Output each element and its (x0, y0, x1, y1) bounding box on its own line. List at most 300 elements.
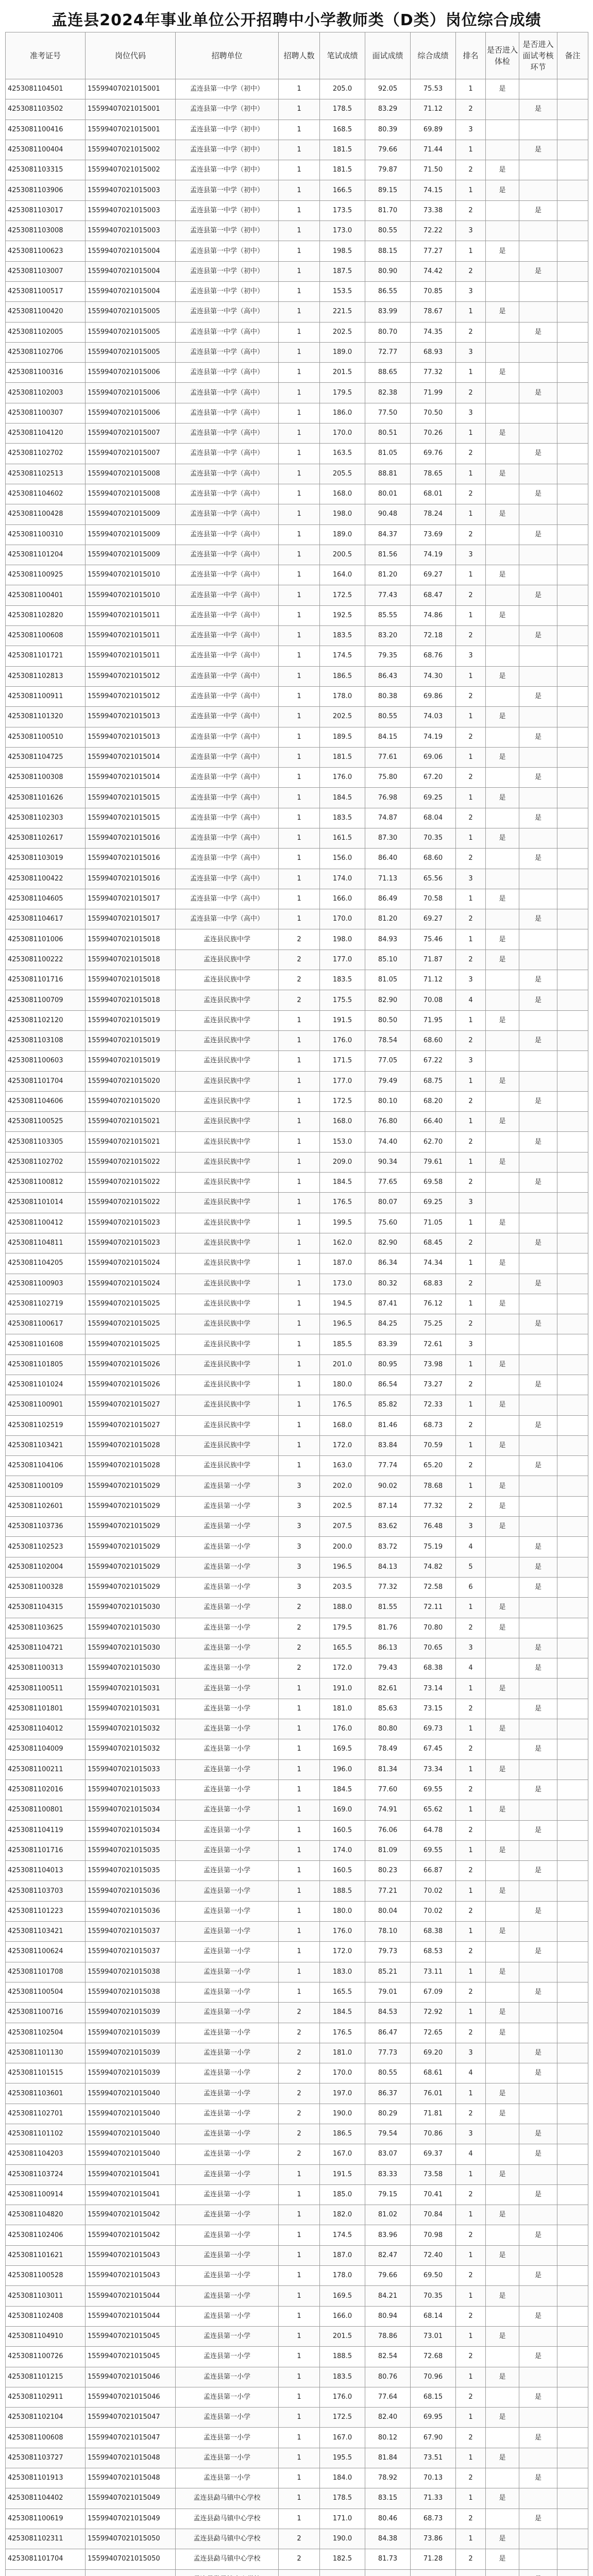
cell-exam-no: 4253081104402 (6, 2488, 86, 2509)
cell-exam-no: 4253081100307 (6, 403, 86, 423)
cell-written-score: 174.0 (320, 1840, 365, 1860)
cell-post-code: 15599407021015029 (86, 1517, 176, 1537)
cell-rank: 1 (456, 241, 486, 261)
table-row (6, 1476, 588, 1496)
cell-interview-assessment: 是 (519, 2468, 557, 2488)
table-row (6, 1071, 588, 1091)
table-row (6, 302, 588, 322)
cell-interview-assessment: 是 (519, 2063, 557, 2083)
table-row (6, 524, 588, 545)
table-row (6, 585, 588, 605)
cell-written-score: 209.0 (320, 1152, 365, 1172)
cell-employer: 孟连县第一小学 (176, 1658, 279, 1679)
table-row (6, 2286, 588, 2306)
cell-interview-assessment: 是 (519, 1537, 557, 1557)
cell-medical-exam (486, 140, 519, 160)
cell-written-score: 172.0 (320, 1435, 365, 1455)
cell-total-score: 68.15 (411, 2387, 456, 2407)
cell-exam-no: 4253081103601 (6, 2083, 86, 2104)
cell-medical-exam (486, 1456, 519, 1476)
cell-written-score: 186.5 (320, 666, 365, 686)
cell-exam-no: 4253081100801 (6, 1800, 86, 1820)
cell-written-score: 198.5 (320, 241, 365, 261)
cell-employer: 孟连县民族中学 (176, 1112, 279, 1132)
cell-interview-score: 88.81 (365, 464, 411, 484)
cell-employer: 孟连县第一中学（高中） (176, 788, 279, 808)
cell-post-code: 15599407021015048 (86, 2448, 176, 2468)
cell-post-code: 15599407021015019 (86, 1051, 176, 1071)
cell-hire-count: 1 (279, 747, 320, 767)
table-row (6, 2266, 588, 2286)
cell-interview-assessment (519, 1354, 557, 1375)
cell-hire-count: 1 (279, 504, 320, 524)
cell-remarks (557, 2428, 588, 2448)
cell-remarks (557, 99, 588, 120)
cell-written-score: 176.5 (320, 1193, 365, 1213)
cell-exam-no: 4253081100412 (6, 1213, 86, 1233)
cell-post-code: 15599407021015047 (86, 2408, 176, 2428)
cell-interview-score: 85.82 (365, 1395, 411, 1415)
cell-interview-assessment: 是 (519, 2124, 557, 2144)
cell-exam-no: 4253081100603 (6, 1051, 86, 1071)
cell-medical-exam (486, 1638, 519, 1658)
table-row (6, 2569, 588, 2576)
cell-interview-score: 84.93 (365, 929, 411, 950)
cell-written-score: 172.0 (320, 1942, 365, 1962)
cell-hire-count: 1 (279, 1253, 320, 1274)
cell-hire-count: 1 (279, 1193, 320, 1213)
cell-post-code: 15599407021015026 (86, 1354, 176, 1375)
cell-exam-no: 4253081100617 (6, 1314, 86, 1334)
cell-post-code: 15599407021015005 (86, 302, 176, 322)
cell-interview-score: 77.73 (365, 2043, 411, 2063)
cell-total-score: 68.61 (411, 2063, 456, 2083)
cell-total-score (411, 2569, 456, 2576)
cell-hire-count: 1 (279, 869, 320, 889)
cell-written-score: 179.5 (320, 1618, 365, 1638)
cell-hire-count: 1 (279, 1314, 320, 1334)
cell-remarks (557, 565, 588, 585)
table-row (6, 1618, 588, 1638)
cell-post-code: 15599407021015017 (86, 909, 176, 929)
cell-rank: 2 (456, 2104, 486, 2124)
cell-hire-count: 2 (279, 929, 320, 950)
cell-rank: 1 (456, 2164, 486, 2184)
cell-total-score: 73.58 (411, 2164, 456, 2184)
cell-medical-exam: 是 (486, 241, 519, 261)
cell-medical-exam: 是 (486, 1962, 519, 1982)
cell-post-code: 15599407021015040 (86, 2144, 176, 2164)
cell-employer: 孟连县第一小学 (176, 2063, 279, 2083)
cell-hire-count: 1 (279, 1294, 320, 1314)
cell-total-score: 68.73 (411, 1415, 456, 1435)
cell-rank: 1 (456, 1759, 486, 1780)
cell-exam-no: 4253081100211 (6, 1759, 86, 1780)
cell-medical-exam: 是 (486, 2104, 519, 2124)
cell-exam-no: 4253081100416 (6, 120, 86, 140)
table-row (6, 1598, 588, 1618)
table-row (6, 1395, 588, 1415)
cell-medical-exam (486, 970, 519, 990)
cell-exam-no: 4253081101204 (6, 545, 86, 565)
cell-post-code: 15599407021015048 (86, 2468, 176, 2488)
cell-written-score: 174.0 (320, 869, 365, 889)
table-row (6, 1942, 588, 1962)
cell-exam-no: 4253081101608 (6, 1334, 86, 1354)
cell-interview-assessment: 是 (519, 2225, 557, 2245)
table-row (6, 1415, 588, 1435)
cell-hire-count: 2 (279, 1658, 320, 1679)
cell-rank: 2 (456, 1456, 486, 1476)
cell-interview-assessment (519, 2408, 557, 2428)
header-interview-score: 面试成绩 (365, 32, 411, 79)
cell-interview-assessment (519, 342, 557, 362)
cell-medical-exam: 是 (486, 1435, 519, 1455)
cell-employer: 孟连县第一中学（高中） (176, 524, 279, 545)
table-row (6, 383, 588, 403)
cell-interview-assessment: 是 (519, 1699, 557, 1719)
cell-rank: 2 (456, 383, 486, 403)
cell-employer: 孟连县第一小学 (176, 2286, 279, 2306)
cell-interview-assessment (519, 545, 557, 565)
cell-interview-score: 74.87 (365, 808, 411, 828)
table-row (6, 1861, 588, 1881)
cell-medical-exam: 是 (486, 423, 519, 444)
cell-interview-score: 78.92 (365, 2468, 411, 2488)
cell-remarks (557, 1922, 588, 1942)
table-row (6, 2428, 588, 2448)
cell-hire-count: 1 (279, 464, 320, 484)
cell-post-code: 15599407021015039 (86, 2003, 176, 2023)
cell-rank: 2 (456, 686, 486, 706)
cell-rank: 2 (456, 2509, 486, 2529)
cell-post-code: 15599407021015018 (86, 970, 176, 990)
cell-remarks (557, 1354, 588, 1375)
cell-interview-score: 84.53 (365, 2003, 411, 2023)
cell-remarks (557, 423, 588, 444)
cell-post-code: 15599407021015049 (86, 2488, 176, 2509)
cell-rank: 1 (456, 2286, 486, 2306)
cell-remarks (557, 2184, 588, 2205)
cell-total-score: 75.19 (411, 1537, 456, 1557)
cell-exam-no: 4253081100608 (6, 626, 86, 646)
cell-rank: 1 (456, 1152, 486, 1172)
cell-written-score: 175.5 (320, 990, 365, 1010)
cell-total-score: 74.42 (411, 261, 456, 281)
table-row (6, 970, 588, 990)
cell-employer: 孟连县民族中学 (176, 1213, 279, 1233)
cell-hire-count: 1 (279, 727, 320, 747)
cell-rank: 1 (456, 1800, 486, 1820)
cell-medical-exam (486, 444, 519, 464)
cell-remarks (557, 646, 588, 666)
cell-interview-assessment (519, 403, 557, 423)
cell-rank: 1 (456, 666, 486, 686)
cell-rank: 2 (456, 1861, 486, 1881)
cell-written-score: 190.0 (320, 2529, 365, 2549)
cell-interview-score: 88.15 (365, 241, 411, 261)
cell-written-score: 189.0 (320, 342, 365, 362)
cell-total-score: 72.22 (411, 221, 456, 241)
cell-post-code: 15599407021015037 (86, 1942, 176, 1962)
table-row (6, 2488, 588, 2509)
cell-total-score: 69.95 (411, 2408, 456, 2428)
cell-interview-score: 85.10 (365, 950, 411, 970)
cell-interview-score: 83.62 (365, 1517, 411, 1537)
cell-interview-score: 80.39 (365, 120, 411, 140)
cell-employer: 孟连县第一小学 (176, 1881, 279, 1901)
cell-remarks (557, 2164, 588, 2184)
cell-remarks (557, 2286, 588, 2306)
cell-hire-count: 2 (279, 2144, 320, 2164)
table-row (6, 1679, 588, 1699)
cell-employer: 孟连县第一中学（高中） (176, 444, 279, 464)
cell-interview-score: 77.60 (365, 1780, 411, 1800)
table-row (6, 200, 588, 221)
cell-remarks (557, 626, 588, 646)
cell-hire-count: 1 (279, 200, 320, 221)
cell-remarks (557, 808, 588, 828)
cell-total-score: 73.51 (411, 2448, 456, 2468)
cell-exam-no: 4253081100528 (6, 2266, 86, 2286)
table-row (6, 950, 588, 970)
cell-total-score: 68.60 (411, 1030, 456, 1050)
cell-interview-score: 86.49 (365, 889, 411, 909)
cell-exam-no: 4253081100901 (6, 1395, 86, 1415)
cell-hire-count: 1 (279, 1071, 320, 1091)
cell-hire-count: 1 (279, 2266, 320, 2286)
cell-rank: 1 (456, 2367, 486, 2387)
header-medical-exam: 是否进入体检 (486, 32, 519, 79)
cell-remarks (557, 970, 588, 990)
cell-interview-score: 80.38 (365, 686, 411, 706)
cell-total-score: 71.50 (411, 160, 456, 180)
table-row (6, 2083, 588, 2104)
cell-employer: 孟连县第一中学（高中） (176, 363, 279, 383)
cell-written-score: 176.0 (320, 2387, 365, 2407)
cell-total-score: 68.47 (411, 585, 456, 605)
cell-interview-score: 80.95 (365, 1354, 411, 1375)
cell-rank: 1 (456, 565, 486, 585)
cell-interview-assessment (519, 2367, 557, 2387)
cell-post-code: 15599407021015002 (86, 140, 176, 160)
cell-interview-assessment: 是 (519, 1820, 557, 1840)
cell-exam-no: 4253081100308 (6, 768, 86, 788)
cell-employer: 孟连县第一中学（高中） (176, 423, 279, 444)
cell-medical-exam (486, 1233, 519, 1253)
cell-rank: 3 (456, 120, 486, 140)
cell-post-code: 15599407021015025 (86, 1314, 176, 1334)
cell-hire-count: 1 (279, 383, 320, 403)
cell-interview-assessment (519, 1881, 557, 1901)
cell-written-score: 172.5 (320, 585, 365, 605)
cell-remarks (557, 1861, 588, 1881)
table-row (6, 1922, 588, 1942)
cell-remarks (557, 302, 588, 322)
cell-total-score: 69.55 (411, 1840, 456, 1860)
cell-remarks (557, 768, 588, 788)
cell-interview-assessment (519, 2326, 557, 2346)
cell-rank: 2 (456, 1274, 486, 1294)
cell-employer: 孟连县民族中学 (176, 1456, 279, 1476)
cell-interview-score: 74.40 (365, 1132, 411, 1152)
cell-remarks (557, 1800, 588, 1820)
cell-post-code: 15599407021015014 (86, 747, 176, 767)
cell-remarks (557, 1051, 588, 1071)
cell-medical-exam (486, 200, 519, 221)
cell-exam-no: 4253081104910 (6, 2326, 86, 2346)
cell-employer: 孟连县第一小学 (176, 2184, 279, 2205)
table-row (6, 747, 588, 767)
cell-rank: 3 (456, 1193, 486, 1213)
table-row (6, 1233, 588, 1253)
cell-interview-score: 80.10 (365, 1091, 411, 1111)
cell-post-code: 15599407021015020 (86, 1071, 176, 1091)
table-row (6, 2347, 588, 2367)
cell-interview-score: 80.51 (365, 423, 411, 444)
cell-employer: 孟连县第一中学（高中） (176, 565, 279, 585)
cell-rank: 1 (456, 929, 486, 950)
cell-written-score: 176.5 (320, 2023, 365, 2043)
cell-rank: 1 (456, 2408, 486, 2428)
table-row (6, 545, 588, 565)
cell-rank: 1 (456, 788, 486, 808)
cell-total-score: 73.69 (411, 524, 456, 545)
cell-employer: 孟连县第一中学（高中） (176, 747, 279, 767)
cell-total-score: 65.56 (411, 869, 456, 889)
cell-medical-exam (486, 909, 519, 929)
cell-interview-assessment (519, 889, 557, 909)
cell-interview-score: 77.50 (365, 403, 411, 423)
cell-rank: 2 (456, 2266, 486, 2286)
cell-remarks (557, 2367, 588, 2387)
cell-hire-count: 1 (279, 1679, 320, 1699)
cell-rank: 2 (456, 1780, 486, 1800)
cell-hire-count: 2 (279, 2063, 320, 2083)
cell-employer: 孟连县第一小学 (176, 1759, 279, 1780)
cell-employer: 孟连县第一小学 (176, 2124, 279, 2144)
cell-interview-assessment: 是 (519, 2428, 557, 2448)
cell-employer: 孟连县第一小学 (176, 2205, 279, 2225)
table-row (6, 707, 588, 727)
cell-employer: 孟连县第一小学 (176, 2387, 279, 2407)
cell-employer: 孟连县第一中学（高中） (176, 322, 279, 342)
cell-interview-score: 80.12 (365, 2428, 411, 2448)
cell-interview-assessment: 是 (519, 1091, 557, 1111)
cell-hire-count: 2 (279, 950, 320, 970)
cell-interview-score: 82.40 (365, 2408, 411, 2428)
cell-employer: 孟连县第一中学（初中） (176, 200, 279, 221)
cell-hire-count: 1 (279, 605, 320, 625)
cell-written-score: 183.5 (320, 2367, 365, 2387)
table-row (6, 2448, 588, 2468)
cell-hire-count: 3 (279, 1517, 320, 1537)
cell-interview-assessment (519, 2104, 557, 2124)
cell-interview-assessment (519, 2083, 557, 2104)
cell-interview-score: 80.80 (365, 1719, 411, 1739)
cell-exam-no: 4253081104012 (6, 1719, 86, 1739)
cell-written-score: 171.0 (320, 2509, 365, 2529)
cell-interview-score: 79.73 (365, 1942, 411, 1962)
cell-post-code: 15599407021015037 (86, 1922, 176, 1942)
cell-interview-score: 83.33 (365, 2164, 411, 2184)
cell-exam-no: 4253081104820 (6, 2205, 86, 2225)
cell-interview-score: 78.86 (365, 2326, 411, 2346)
cell-medical-exam (486, 869, 519, 889)
cell-interview-assessment (519, 1294, 557, 1314)
cell-hire-count: 1 (279, 241, 320, 261)
cell-remarks (557, 889, 588, 909)
cell-interview-assessment (519, 1800, 557, 1820)
cell-rank: 2 (456, 524, 486, 545)
cell-total-score: 69.25 (411, 788, 456, 808)
cell-post-code: 15599407021015031 (86, 1699, 176, 1719)
cell-exam-no: 4253081100422 (6, 869, 86, 889)
cell-interview-score: 75.80 (365, 768, 411, 788)
cell-total-score: 79.61 (411, 1152, 456, 1172)
cell-total-score: 68.93 (411, 342, 456, 362)
cell-rank: 2 (456, 1314, 486, 1334)
cell-medical-exam (486, 1091, 519, 1111)
cell-total-score: 73.27 (411, 1375, 456, 1395)
cell-rank: 1 (456, 747, 486, 767)
cell-total-score: 76.12 (411, 1294, 456, 1314)
cell-post-code: 15599407021015032 (86, 1739, 176, 1759)
cell-interview-assessment (519, 2205, 557, 2225)
cell-remarks (557, 120, 588, 140)
cell-total-score: 70.13 (411, 2468, 456, 2488)
cell-medical-exam: 是 (486, 2083, 519, 2104)
table-row (6, 1334, 588, 1354)
cell-interview-score: 80.01 (365, 484, 411, 504)
cell-interview-assessment: 是 (519, 1901, 557, 1921)
cell-interview-assessment (519, 2245, 557, 2265)
cell-post-code: 15599407021015036 (86, 1901, 176, 1921)
table-row (6, 626, 588, 646)
cell-hire-count: 1 (279, 221, 320, 241)
cell-total-score: 72.61 (411, 1334, 456, 1354)
cell-hire-count: 1 (279, 1861, 320, 1881)
cell-written-score: 202.5 (320, 1496, 365, 1516)
cell-remarks (557, 2448, 588, 2468)
table-row (6, 1719, 588, 1739)
cell-interview-score: 83.84 (365, 1435, 411, 1455)
cell-medical-exam (486, 403, 519, 423)
cell-exam-no: 4253081102719 (6, 1294, 86, 1314)
cell-post-code: 15599407021015013 (86, 707, 176, 727)
cell-medical-exam: 是 (486, 2003, 519, 2023)
table-row (6, 1840, 588, 1860)
cell-exam-no: 4253081100525 (6, 1112, 86, 1132)
cell-hire-count: 1 (279, 2488, 320, 2509)
cell-interview-score: 71.13 (365, 869, 411, 889)
cell-exam-no: 4253081101716 (6, 1840, 86, 1860)
cell-total-score: 75.53 (411, 79, 456, 99)
cell-hire-count: 1 (279, 626, 320, 646)
cell-exam-no: 4253081102601 (6, 1496, 86, 1516)
cell-rank: 2 (456, 849, 486, 869)
table-row (6, 1294, 588, 1314)
cell-interview-assessment: 是 (519, 1030, 557, 1050)
cell-written-score: 197.0 (320, 2083, 365, 2104)
cell-employer: 孟连县第一小学 (176, 1982, 279, 2002)
cell-exam-no: 4253081100716 (6, 2003, 86, 2023)
cell-interview-assessment (519, 2164, 557, 2184)
cell-medical-exam (486, 1557, 519, 1577)
cell-exam-no: 4253081104013 (6, 1861, 86, 1881)
cell-rank: 3 (456, 342, 486, 362)
table-row (6, 1375, 588, 1395)
